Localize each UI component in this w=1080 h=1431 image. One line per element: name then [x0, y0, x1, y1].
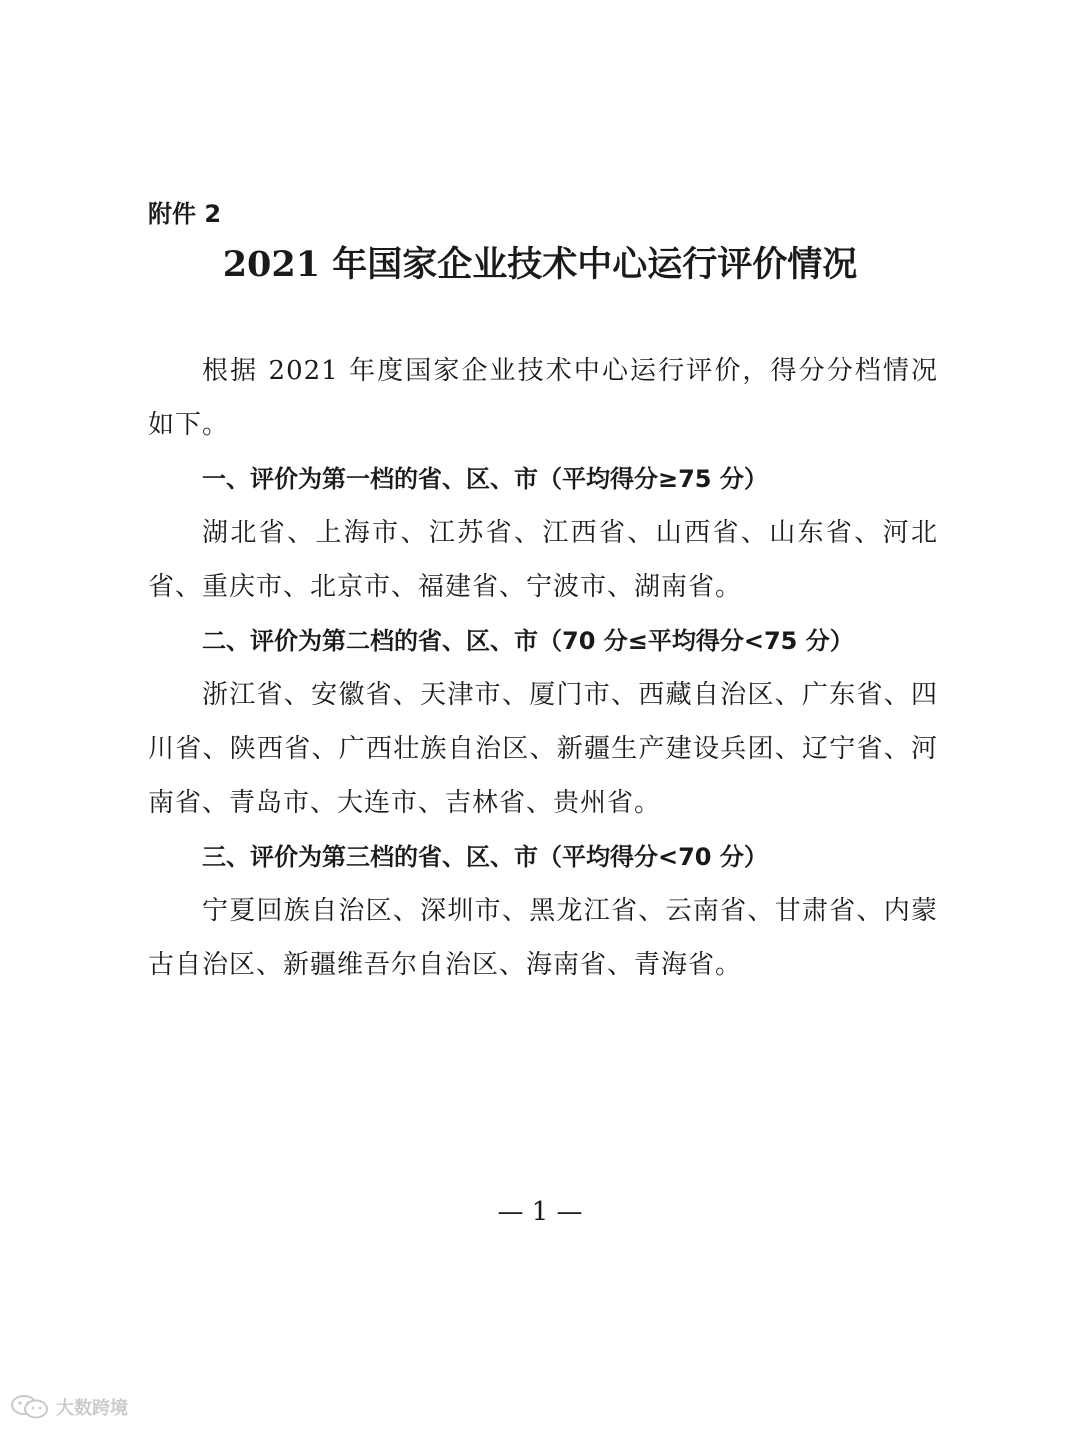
- watermark-text: 大数跨境: [56, 1398, 128, 1419]
- document-body: [148, 344, 938, 992]
- attachment-label: 附件 2: [148, 200, 222, 228]
- page-number: — 1 —: [497, 1197, 583, 1227]
- watermark: [10, 1392, 128, 1422]
- section-content-tier-3: 宁夏回族自治区、深圳市、黑龙江省、云南省、甘肃省、内蒙古自治区、新疆维吾尔自治区、海南省、青海省。: [148, 896, 938, 980]
- section-content-tier-2: 浙江省、安徽省、天津市、厦门市、西藏自治区、广东省、四川省、陕西省、广西壮族自治区、新疆生产建设兵团、辽宁省、河南省、青岛市、大连市、吉林省、贵州省。: [148, 680, 938, 818]
- wechat-logo-icon: [10, 1394, 50, 1420]
- document-title: 2021 年国家企业技术中心运行评价情况: [222, 244, 858, 285]
- section-heading-tier-2: 二、评价为第二档的省、区、市（70 分≤平均得分<75 分）: [202, 627, 854, 655]
- section-content-tier-1: 湖北省、上海市、江苏省、江西省、山西省、山东省、河北省、重庆市、北京市、福建省、宁波市、湖南省。: [148, 518, 938, 602]
- section-heading-tier-1: 一、评价为第一档的省、区、市（平均得分≥75 分）: [202, 465, 768, 493]
- intro-paragraph: 根据 2021 年度国家企业技术中心运行评价，得分分档情况如下。: [148, 356, 938, 440]
- section-heading-tier-3: 三、评价为第三档的省、区、市（平均得分<70 分）: [202, 843, 768, 871]
